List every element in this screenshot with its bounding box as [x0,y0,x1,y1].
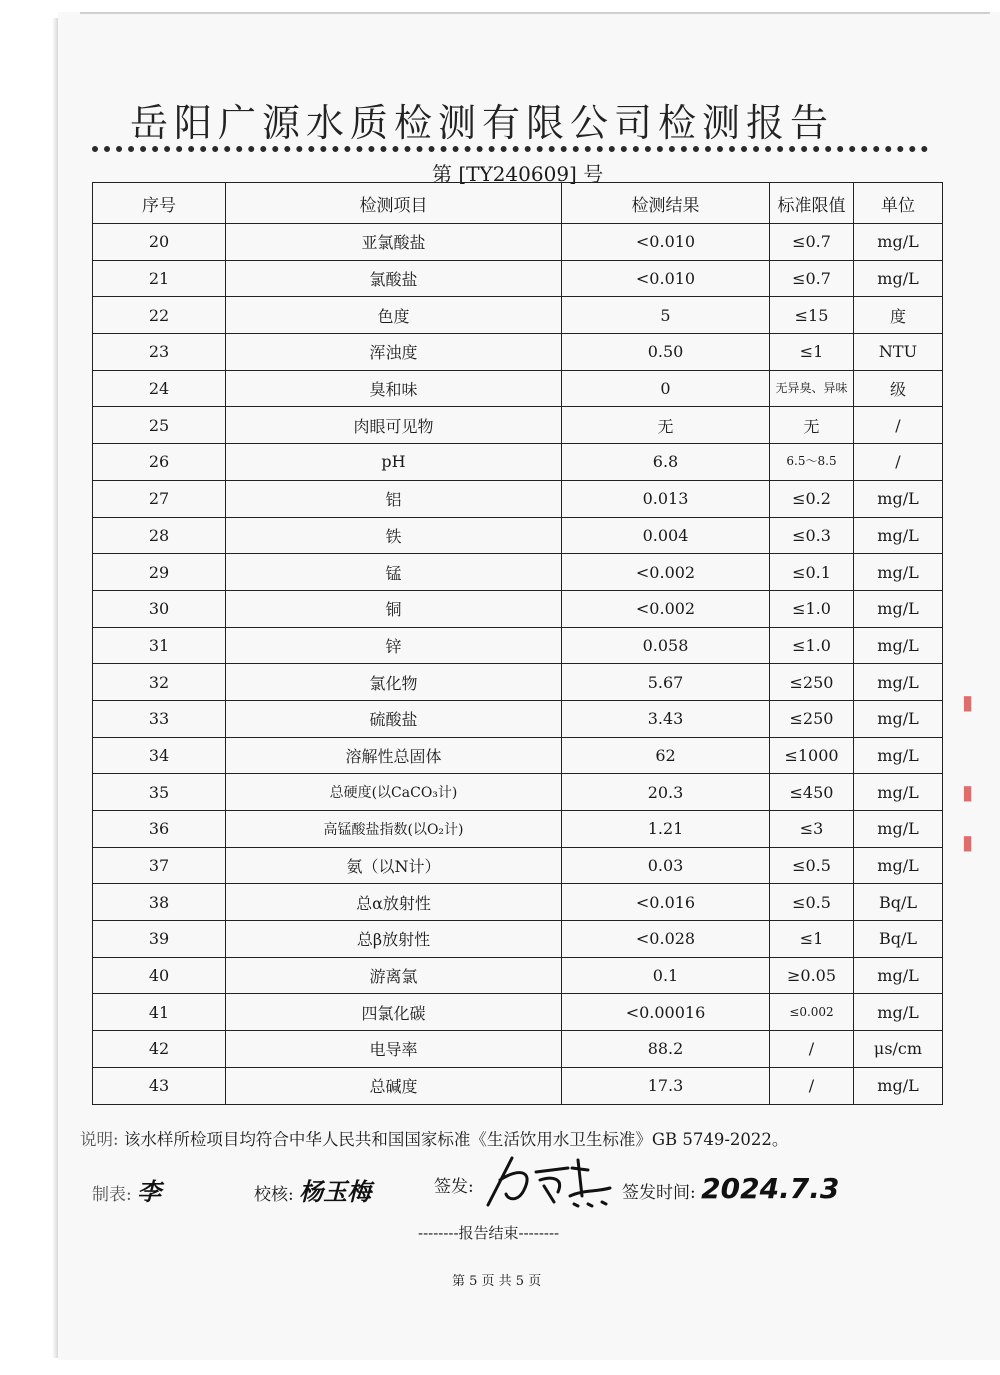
row-item: pH [226,444,562,481]
row-unit: Bq/L [854,921,943,958]
col-header-no: 序号 [93,183,226,224]
row-no: 29 [93,554,226,591]
row-unit: mg/L [854,737,943,774]
row-result: 1.21 [562,811,770,848]
row-item: 肉眼可见物 [226,407,562,444]
row-unit: mg/L [854,554,943,591]
top-edge-line [80,12,990,14]
row-result: 无 [562,407,770,444]
row-limit: 6.5～8.5 [770,444,854,481]
row-result: 0.1 [562,957,770,994]
row-no: 22 [93,297,226,334]
row-item: 总硬度(以CaCO₃计) [226,774,562,811]
stamp-fragment-2: ▮ [962,780,974,804]
row-unit: mg/L [854,957,943,994]
checked-label: 校核: [254,1185,294,1205]
table-row [93,480,943,517]
row-no: 27 [93,480,226,517]
issue-time [622,1172,839,1205]
row-unit: mg/L [854,811,943,848]
row-result: 6.8 [562,444,770,481]
row-no: 38 [93,884,226,921]
row-result: 5.67 [562,664,770,701]
prepared-by [92,1172,161,1207]
report-end-marker: --------报告结束-------- [418,1224,560,1242]
row-unit: mg/L [854,517,943,554]
row-limit: ≤0.5 [770,847,854,884]
table-row [93,334,943,371]
row-result: 5 [562,297,770,334]
approved-label: 签发: [434,1177,474,1197]
row-item: 浑浊度 [226,334,562,371]
row-limit: ≤1 [770,334,854,371]
row-result: 62 [562,737,770,774]
row-limit: ≤0.1 [770,554,854,591]
issue-label: 签发时间: [622,1183,696,1203]
title-divider [92,146,928,152]
row-result: <0.002 [562,554,770,591]
table-body [93,224,943,1105]
row-no: 26 [93,444,226,481]
row-unit: / [854,407,943,444]
approved-by [434,1172,474,1197]
row-no: 43 [93,1067,226,1104]
row-no: 31 [93,627,226,664]
table-row [93,590,943,627]
row-no: 33 [93,700,226,737]
row-limit: 无异臭、异味 [770,370,854,407]
row-result: 0.013 [562,480,770,517]
table-row [93,957,943,994]
row-result: 0 [562,370,770,407]
row-item: 锰 [226,554,562,591]
stamp-fragment-3: ▮ [962,830,974,854]
table-row [93,370,943,407]
checked-signature: 杨玉梅 [299,1178,372,1206]
row-item: 亚氯酸盐 [226,224,562,261]
row-no: 42 [93,1031,226,1068]
table-row [93,444,943,481]
conclusion-note [80,1126,788,1150]
table-row [93,994,943,1031]
results-table [92,182,943,1105]
row-limit: / [770,1067,854,1104]
row-unit: mg/L [854,224,943,261]
row-item: 铝 [226,480,562,517]
row-item: 总β放射性 [226,921,562,958]
row-no: 21 [93,260,226,297]
report-title: 岳阳广源水质检测有限公司检测报告 [130,101,835,145]
note-label: 说明: [80,1130,119,1149]
row-unit: Bq/L [854,884,943,921]
row-no: 20 [93,224,226,261]
row-limit: ≤0.7 [770,260,854,297]
approver-signature [478,1150,618,1212]
table-row [93,774,943,811]
table-row [93,224,943,261]
row-no: 34 [93,737,226,774]
stamp-fragment-1: ▮ [962,690,974,714]
row-unit: mg/L [854,1067,943,1104]
row-unit: μs/cm [854,1031,943,1068]
row-limit: ≤3 [770,811,854,848]
row-limit: ≤15 [770,297,854,334]
row-result: <0.010 [562,260,770,297]
table-row [93,1031,943,1068]
row-limit: ≥0.05 [770,957,854,994]
col-header-unit: 单位 [854,183,943,224]
row-result: 0.50 [562,334,770,371]
row-limit: ≤1 [770,921,854,958]
row-limit: ≤0.5 [770,884,854,921]
row-limit: ≤250 [770,700,854,737]
row-no: 39 [93,921,226,958]
row-no: 36 [93,811,226,848]
row-item: 硫酸盐 [226,700,562,737]
row-unit: mg/L [854,664,943,701]
row-item: 电导率 [226,1031,562,1068]
table-row [93,847,943,884]
row-no: 28 [93,517,226,554]
page-left-margin [0,0,58,1375]
row-result: 0.058 [562,627,770,664]
row-unit: 级 [854,370,943,407]
row-item: 高锰酸盐指数(以O₂计) [226,811,562,848]
row-unit: mg/L [854,480,943,517]
table-row [93,517,943,554]
row-item: 臭和味 [226,370,562,407]
row-unit: mg/L [854,774,943,811]
row-result: <0.010 [562,224,770,261]
row-result: 88.2 [562,1031,770,1068]
row-unit: mg/L [854,627,943,664]
row-item: 溶解性总固体 [226,737,562,774]
row-unit: mg/L [854,700,943,737]
page-number: 第 5 页 共 5 页 [452,1274,542,1289]
row-result: 3.43 [562,700,770,737]
table-row [93,737,943,774]
row-result: 17.3 [562,1067,770,1104]
row-unit: NTU [854,334,943,371]
prepared-signature: 李 [137,1178,162,1206]
report-number: 第 [TY240609] 号 [432,162,604,186]
row-no: 25 [93,407,226,444]
table-row [93,260,943,297]
table-row [93,1067,943,1104]
row-no: 30 [93,590,226,627]
col-header-item: 检测项目 [226,183,562,224]
row-no: 35 [93,774,226,811]
row-result: <0.028 [562,921,770,958]
row-result: <0.002 [562,590,770,627]
row-no: 41 [93,994,226,1031]
row-item: 总α放射性 [226,884,562,921]
row-unit: mg/L [854,260,943,297]
row-limit: ≤250 [770,664,854,701]
row-result: 20.3 [562,774,770,811]
row-limit: ≤0.3 [770,517,854,554]
row-result: <0.016 [562,884,770,921]
row-unit: mg/L [854,847,943,884]
row-no: 37 [93,847,226,884]
row-limit: ≤0.7 [770,224,854,261]
table-row [93,921,943,958]
row-item: 锌 [226,627,562,664]
row-no: 24 [93,370,226,407]
table-row [93,407,943,444]
row-result: 0.03 [562,847,770,884]
issue-date: 2024.7.3 [701,1172,840,1205]
row-result: <0.00016 [562,994,770,1031]
row-item: 总碱度 [226,1067,562,1104]
row-no: 23 [93,334,226,371]
row-limit: 无 [770,407,854,444]
row-unit: / [854,444,943,481]
row-limit: ≤1.0 [770,627,854,664]
table-row [93,297,943,334]
row-no: 40 [93,957,226,994]
row-limit: ≤0.2 [770,480,854,517]
row-item: 氯酸盐 [226,260,562,297]
row-limit: ≤1000 [770,737,854,774]
row-limit: / [770,1031,854,1068]
row-item: 四氯化碳 [226,994,562,1031]
row-limit: ≤0.002 [770,994,854,1031]
col-header-limit: 标准限值 [770,183,854,224]
table-row [93,811,943,848]
row-item: 铁 [226,517,562,554]
row-limit: ≤1.0 [770,590,854,627]
row-item: 游离氯 [226,957,562,994]
row-no: 32 [93,664,226,701]
checked-by [254,1172,371,1207]
row-unit: 度 [854,297,943,334]
row-limit: ≤450 [770,774,854,811]
table-row [93,664,943,701]
col-header-result: 检测结果 [562,183,770,224]
table-row [93,700,943,737]
prepared-label: 制表: [92,1185,132,1205]
row-unit: mg/L [854,590,943,627]
row-item: 氯化物 [226,664,562,701]
row-item: 氨（以N计） [226,847,562,884]
table-row [93,884,943,921]
table-row [93,554,943,591]
note-text: 该水样所检项目均符合中华人民共和国国家标准《生活饮用水卫生标准》GB 5749-2022。 [123,1130,789,1149]
row-item: 铜 [226,590,562,627]
table-row [93,627,943,664]
row-item: 色度 [226,297,562,334]
row-unit: mg/L [854,994,943,1031]
row-result: 0.004 [562,517,770,554]
table-header-row [93,183,943,224]
